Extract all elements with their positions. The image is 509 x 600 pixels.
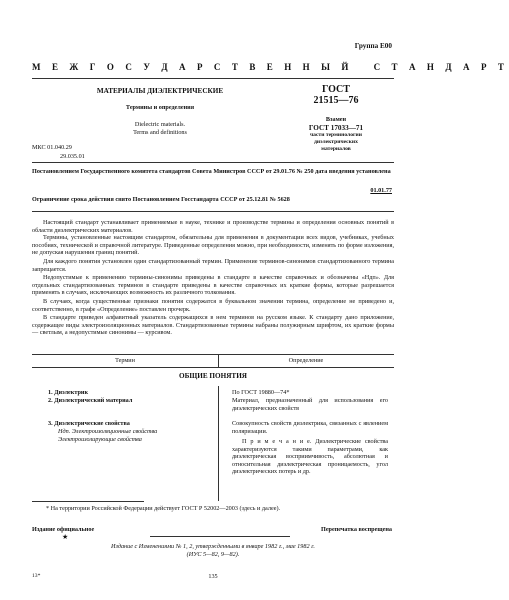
paragraph-6: В стандарте приведен алфавитный указатель содержащихся в нем терминов на русском языке. К стандарту дано приложение, содержащее виды электроизоляционных материалов. Стандартизованные термины набраны полужирным шрифтом, их краткие формы — светлым, а недопустимые синонимы — курсивом. [32, 314, 394, 337]
replace-label: Взамен [325, 116, 347, 123]
footer-rule [150, 536, 290, 537]
replace-number: ГОСТ 17033—71 [308, 123, 364, 132]
col-def-header: Определение [288, 357, 324, 364]
col-term-header: Термин [115, 357, 135, 364]
def-3: Совокупность свойств диэлектрика, связанных с явлением поляризации. [232, 420, 388, 435]
body-text [32, 219, 394, 337]
term-1: 1. Диэлектрик [48, 389, 89, 396]
footnote-rule [32, 501, 144, 502]
term-3-ndp1: Ндп. Электроизоляционные свойства [58, 428, 158, 435]
gost-label: ГОСТ [322, 84, 350, 95]
gost-block [288, 84, 384, 153]
star-mark: ★ [62, 533, 69, 541]
decree-text: Постановлением Государственного комитета стандартов Совета Министров СССР от 29.01.76 № 250 дата введения установлена [32, 168, 391, 175]
paragraph-5: В случаях, когда существенные признаки понятия содержатся в буквальном значении термина, определение не приведено и, соответственно, в графе «Определение» поставлен прочерк. [32, 297, 394, 313]
limit-removed-text: Ограничение срока действия снято Постановлением Госстандарта СССР от 25.12.81 № 5628 [32, 196, 290, 203]
page-number: 135 [208, 573, 218, 580]
corner-mark: 13* [32, 573, 41, 579]
official-edition: Издание официальное [32, 526, 95, 533]
term-3: 3. Диэлектрические свойства [48, 420, 130, 427]
edition-note-line2: (ИУС 5—82, 9—82). [186, 551, 240, 558]
paragraph-2: Термины, установленные настоящим стандартом, обязательны для применения в документации всех видов, учебниках, учебных пособиях, технической и справочной литературе. Приведенные определения можно, при необходимости, изменять по форме изложения, не допуская нарушения границ понятий. [32, 234, 394, 257]
title-rule [32, 162, 394, 163]
term-3-ndp2: Электроизолирующие свойства [58, 436, 142, 443]
ru-subtitle: Термины и определения [125, 103, 195, 111]
term-2: 2. Диэлектрический материал [48, 397, 133, 404]
section-title: ОБЩИЕ ПОНЯТИЯ [179, 372, 247, 380]
gost-number: 21515—76 [313, 95, 359, 106]
footnote: * На территории Российской Федерации действует ГОСТ Р 52002—2003 (здесь и далее). [46, 505, 281, 512]
table-body-divider [218, 386, 219, 501]
def-2: Материал, предназначенный для использования его диэлектрических свойств [232, 397, 388, 412]
decree-rule [32, 211, 394, 212]
replace-note: части терминологии диэлектрических материалов [310, 132, 362, 153]
decree-date: 01.01.77 [370, 187, 392, 194]
paragraph-4: Недопустимые к применению термины-синонимы приведены в стандарте в качестве справочных и обозначены «Ндп». Для отдельных стандартизованных терминов в стандарте приведены в качестве справочных их краткие формы, которые разрешается применять в случаях, исключающих возможность их различного толкования. [32, 274, 394, 297]
paragraph-3: Для каждого понятия установлен один стандартизованный термин. Применение терминов-синонимов стандартизованного термина запрещается. [32, 257, 394, 273]
header-rule [32, 78, 394, 79]
edition-note-line1: Издание с Изменениями № 1, 2, утвержденными в январе 1982 г., мае 1982 г. [111, 543, 315, 550]
mks-line1: МКС 01.040.29 [32, 144, 72, 151]
def-3-note: П р и м е ч а н и е. Диэлектрические свойства характеризуются такими параметрами, как диэлектрическая восприимчивость, абсолютная и относительная диэлектрическая проницаемость, угол диэлектрических потерь и др. [232, 438, 388, 476]
mks-line2: 29.035.01 [60, 153, 85, 160]
en-title-line2: Terms and definitions [133, 128, 187, 136]
standard-type-heading: М Е Ж Г О С У Д А Р С Т В Е Н Н Ы Й С Т А Н Д А Р Т [32, 62, 509, 72]
table-top-rule [32, 354, 394, 355]
ru-title: МАТЕРИАЛЫ ДИЭЛЕКТРИЧЕСКИЕ [96, 87, 224, 95]
reprint-forbidden: Перепечатка воспрещена [321, 526, 392, 533]
en-title-line1: Dielectric materials. [134, 121, 186, 129]
table-header-rule [32, 367, 394, 368]
paragraph-1: Настоящий стандарт устанавливает применяемые в науке, технике и производстве термины и определения основных понятий в области диэлектрических материалов. [32, 219, 394, 234]
def-1: По ГОСТ 19880—74* [232, 389, 290, 396]
title-block [60, 87, 260, 136]
group-label: Группа Е00 [354, 42, 392, 50]
